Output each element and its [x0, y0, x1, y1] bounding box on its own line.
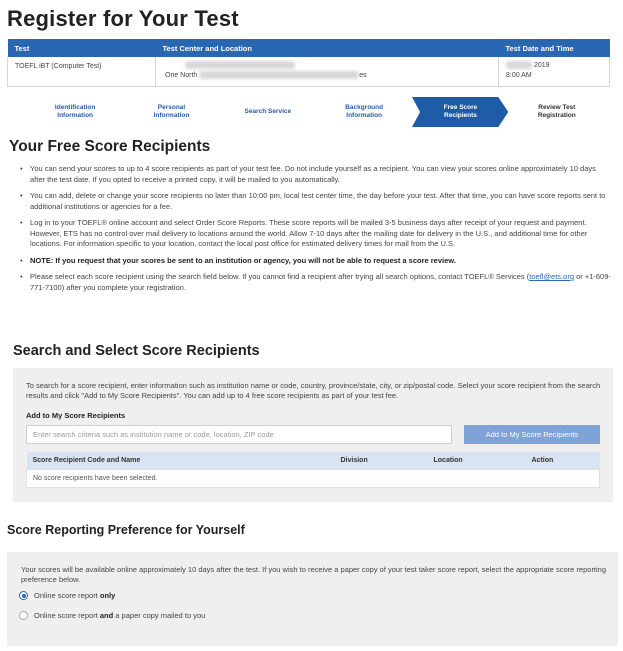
- test-center-cell: [156, 57, 499, 86]
- list-item: • You can send your scores to up to 4 score recipients as part of your test fee. Do not include yourself as a recipient. You can view your scores online approximately 10 days after the test date. If you opted to receive a printed copy, it will be mailed to you automatically.: [20, 164, 612, 185]
- free-score-recipients-heading: Your Free Score Recipients: [9, 138, 211, 155]
- recipient-column-header: Score Recipient Code and Name: [27, 452, 335, 469]
- test-details-table: [7, 39, 610, 87]
- empty-recipients-message: No score recipients have been selected.: [27, 469, 600, 487]
- step-search-service[interactable]: Search Service: [220, 97, 316, 127]
- add-recipients-label: Add to My Score Recipients: [26, 411, 126, 420]
- radio-button-selected[interactable]: [19, 591, 28, 600]
- add-to-recipients-button[interactable]: Add to My Score Recipients: [464, 425, 600, 444]
- score-preference-heading: Score Reporting Preference for Yourself: [7, 523, 245, 537]
- online-only-option[interactable]: Online score report only: [19, 591, 115, 600]
- search-panel: [13, 368, 613, 502]
- test-name-cell: TOEFL iBT (Computer Test): [8, 57, 156, 86]
- preference-panel: [7, 552, 618, 646]
- page-title: Register for Your Test: [7, 6, 239, 31]
- test-center-address: One North: [165, 72, 198, 80]
- search-recipients-heading: Search and Select Score Recipients: [13, 343, 260, 359]
- test-center-address-suffix: es: [359, 72, 367, 80]
- search-input[interactable]: [26, 425, 452, 444]
- step-identification[interactable]: Identification Information: [27, 97, 123, 127]
- test-time: 8:00 AM: [506, 72, 532, 80]
- redacted-text: [506, 61, 532, 69]
- test-center-column-header: Test Center and Location: [156, 39, 499, 57]
- redacted-text: [185, 61, 295, 69]
- table-row: [27, 469, 600, 487]
- test-date-column-header: Test Date and Time: [499, 39, 610, 57]
- test-date-year: 2019: [533, 62, 550, 70]
- location-column-header: Location: [428, 452, 526, 469]
- online-and-paper-option[interactable]: Online score report and a paper copy mailed to you: [19, 611, 205, 620]
- table-row: [8, 57, 610, 86]
- step-free-score-recipients[interactable]: Free Score Recipients: [412, 97, 508, 127]
- list-item: • Log in to your TOEFL® online account and select Order Score Reports. These score reports will be mailed 3-5 business days after receipt of your request and payment. However, ETS has no control over mail delivery to locations around the world. Allow 7-10 days after the mailing date for delivery in the U.S., and additional time for other locations. For information specific to your location, contact the local post office for estimated delivery times for mail from the U.S.: [20, 218, 612, 250]
- search-description: To search for a score recipient, enter information such as institution name or code, country, province/state, city, or zip/postal code. Select your score recipient from the search results and click "Add to My Score Recipients". You can add up to 4 free score recipients as part of your test fee.: [26, 381, 601, 400]
- action-column-header: Action: [526, 452, 600, 469]
- step-background-information[interactable]: Background Information: [316, 97, 412, 127]
- test-date-cell: [499, 57, 610, 86]
- test-column-header: Test: [8, 39, 156, 57]
- step-review-test-registration[interactable]: Review Test Registration: [509, 97, 605, 127]
- registration-stepper: [27, 97, 605, 127]
- step-personal-information[interactable]: Personal Information: [123, 97, 219, 127]
- toefl-email-link[interactable]: toefl@ets.org: [529, 272, 574, 281]
- note-text: NOTE: If you request that your scores be sent to an institution or agency, you will not be able to request a score review.: [30, 255, 456, 265]
- list-item: [20, 256, 612, 267]
- list-item: • Please select each score recipient using the search field below. If you cannot find a recipient after trying all search options, contact TOEFL® Services (toefl@ets.org or +1-609-771-7100) after you complete your registration.: [20, 272, 612, 293]
- list-item: • You can add, delete or change your score recipients no later than 10:00 pm, local test center time, the day before your test. After that time, you can have score reports sent to additional institutions or agencies for a fee.: [20, 191, 612, 212]
- redacted-text: [199, 71, 359, 79]
- division-column-header: Division: [335, 452, 428, 469]
- recipients-table: [26, 452, 600, 488]
- preference-description: Your scores will be available online approximately 10 days after the test. If you wish to receive a paper copy of your test taker score report, select the appropriate score reporting preference below.: [21, 565, 607, 584]
- info-bullet-list: [20, 164, 612, 299]
- radio-button[interactable]: [19, 611, 28, 620]
